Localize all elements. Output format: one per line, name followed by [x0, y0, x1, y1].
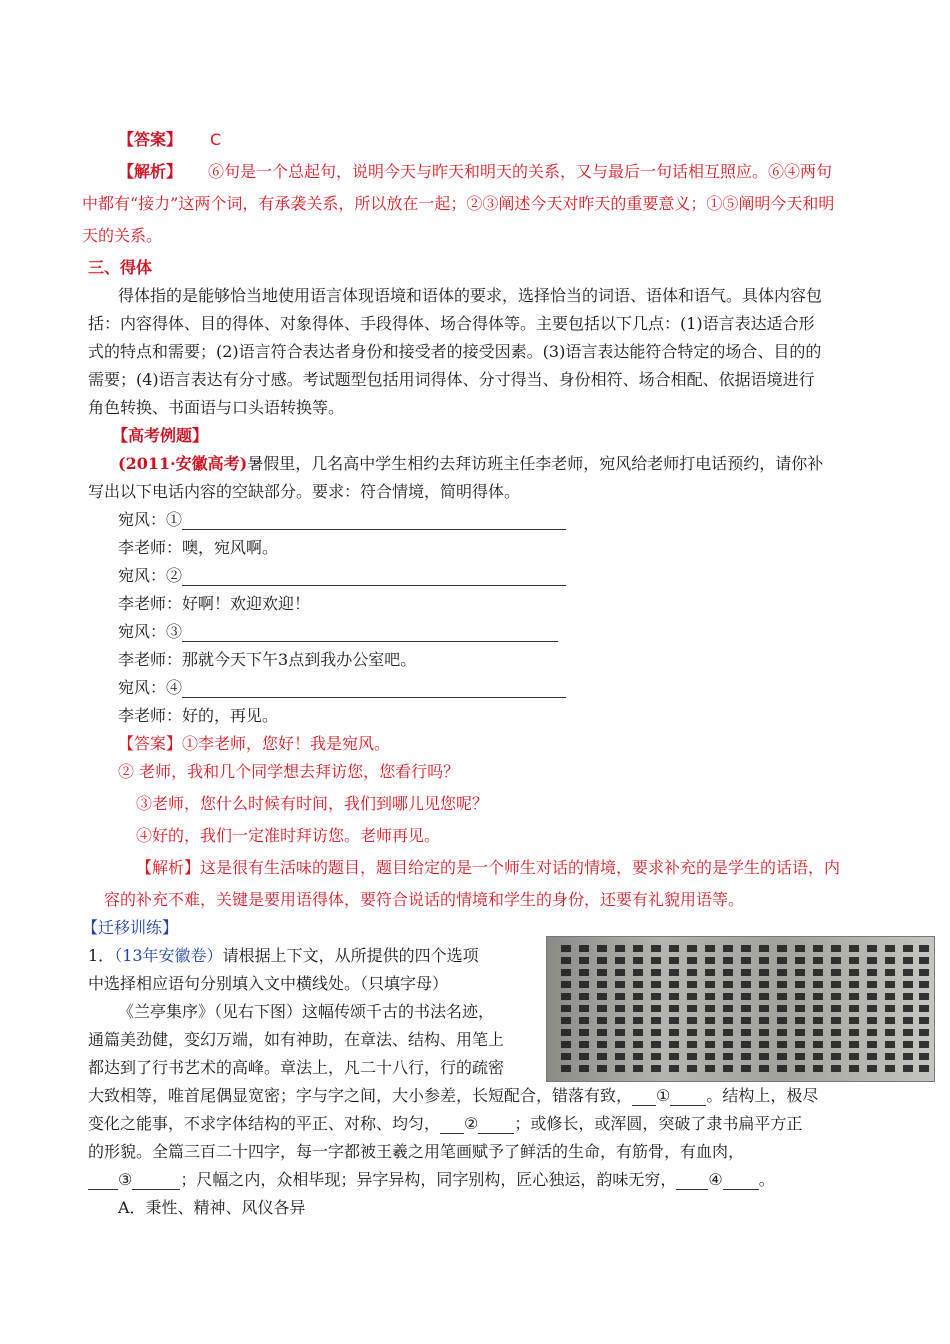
dialogue-line-8 — [118, 706, 278, 726]
text: 。结构上，极尽 — [706, 1086, 819, 1105]
dialogue-text: ② — [166, 566, 183, 585]
analysis-label: 【解析】 — [118, 162, 183, 181]
blank-underline — [182, 626, 558, 642]
practice-line-7 — [88, 1114, 802, 1134]
answer-2: ② 老师，我和几个同学想去拜访您，您看行吗？ — [118, 762, 460, 781]
text: 。 — [758, 1170, 775, 1189]
example-analysis-line-2: 容的补充不难，关键是要用语得体，要符合说话的情境和学生的身份，还要有礼貌用语等。 — [104, 890, 745, 909]
answer-4: ④好的，我们一定准时拜访您。老师再见。 — [136, 826, 441, 845]
dialogue-line-7 — [118, 678, 566, 698]
speaker: 宛风： — [118, 566, 167, 585]
blank-1-number: ① — [656, 1086, 671, 1105]
blank-underline — [182, 570, 566, 586]
question-source: （13年安徽卷） — [114, 946, 223, 965]
practice-line-8: 的形貌。全篇三百二十四字，每一字都被王羲之用笔画赋予了鲜活的生命，有筋骨，有血肉， — [88, 1142, 745, 1161]
analysis-line-2: 中都有“接力”这两个词，有承袭关系，所以放在一起；②③阐述今天对昨天的重要意义；①⑤阐明今天和明 — [82, 194, 835, 213]
body-line-4: 需要；(4)语言表达有分寸感。考试题型包括用词得体、分寸得当、身份相符、场合相配、依据语境进行 — [88, 370, 815, 389]
text: ；或修长，或浑圆，突破了隶书扁平方正 — [514, 1114, 803, 1133]
blank-3-number: ③ — [118, 1170, 133, 1189]
body-line-1: 得体指的是能够恰当地使用语言体现语境和语体的要求，选择恰当的词语、语体和语气。具体内容包 — [118, 286, 823, 305]
text: 大致相等，唯首尾偶显宽密；字与字之间，大小参差，长短配合，错落有致， — [88, 1086, 633, 1105]
practice-line-5: 都达到了行书艺术的高峰。章法上，凡二十八行，行的疏密 — [88, 1058, 505, 1077]
dialogue-line-3 — [118, 566, 566, 586]
dialogue-text: 那就今天下午3点到我办公室吧。 — [182, 650, 417, 669]
blank-underline — [676, 1174, 708, 1190]
speaker: 李老师： — [118, 594, 183, 613]
dialogue-line-1 — [118, 510, 566, 530]
body-line-2: 括：内容得体、目的得体、对象得体、手段得体、场合得体等。主要包括以下几点：(1)语言表达适合形 — [88, 314, 815, 333]
blank-underline — [182, 682, 566, 698]
speaker: 宛风： — [118, 622, 167, 641]
dialogue-text: ③ — [166, 622, 183, 641]
question-source: (2011·安徽高考) — [118, 454, 248, 473]
text: 变化之能事，不求字体结构的平正、对称、均匀， — [88, 1114, 441, 1133]
section-heading: 三、得体 — [88, 258, 153, 277]
blank-underline — [632, 1090, 656, 1106]
dialogue-line-5 — [118, 622, 558, 642]
dialogue-line-6 — [118, 650, 416, 670]
answer-label: 【答案】 — [118, 734, 183, 753]
dialogue-text: 噢，宛风啊。 — [182, 538, 279, 557]
question-line-2: 写出以下电话内容的空缺部分。要求：符合情境，简明得体。 — [88, 482, 521, 501]
blank-underline — [440, 1118, 464, 1134]
answer-1: ①李老师，您好！我是宛风。 — [182, 734, 391, 753]
question-text: 请根据上下文，从所提供的四个选项 — [222, 946, 479, 965]
example-analysis-line-1 — [136, 858, 840, 878]
speaker: 宛风： — [118, 510, 167, 529]
blank-underline — [723, 1174, 759, 1190]
practice-line-3: 《兰亭集序》（见右下图）这幅传颂千古的书法名迹， — [118, 1002, 495, 1021]
question-text-1: 暑假里，几名高中学生相约去拜访班主任李老师，宛风给老师打电话预约，请你补 — [247, 454, 824, 473]
question-line-1 — [118, 454, 823, 474]
speaker: 李老师： — [118, 706, 183, 725]
lanting-calligraphy-image — [546, 936, 935, 1082]
example-answer-line-1 — [118, 734, 390, 754]
practice-line-1 — [88, 946, 479, 966]
body-line-3: 式的特点和需要；(2)语言符合表达者身份和接受者的接受因素。(3)语言表达能符合特定的场合、目的的 — [88, 342, 822, 361]
practice-line-2: 中选择相应语句分别填入文中横线处。（只填字母） — [88, 974, 449, 993]
practice-line-6 — [88, 1086, 818, 1106]
blank-underline — [132, 1174, 180, 1190]
analysis-text-1: 这是很有生活味的题目，题目给定的是一个师生对话的情境，要求补充的是学生的话语，内 — [200, 858, 841, 877]
dialogue-text: 好的，再见。 — [182, 706, 279, 725]
dialogue-text: 好啊！欢迎欢迎！ — [182, 594, 311, 613]
blank-4-number: ④ — [708, 1170, 723, 1189]
blank-underline — [478, 1118, 514, 1134]
text: ；尺幅之内，众相毕现；异字异构，同字别构，匠心独运，韵味无穷， — [180, 1170, 677, 1189]
blank-underline — [182, 514, 566, 530]
speaker: 宛风： — [118, 678, 167, 697]
speaker: 李老师： — [118, 538, 183, 557]
option-a: A．秉性、精神、风仪各异 — [118, 1198, 306, 1217]
analysis-line-1: ⑥句是一个总起句，说明今天与昨天和明天的关系，又与最后一句话相互照应。⑥④两句 — [208, 162, 833, 181]
practice-line-4: 通篇美劲健，变幻万端，如有神助，在章法、结构、用笔上 — [88, 1030, 505, 1049]
answer-label: 【答案】 — [118, 130, 183, 149]
dialogue-line-4 — [118, 594, 310, 614]
practice-label: 【迁移训练】 — [82, 918, 179, 937]
body-line-5: 角色转换、书面语与口头语转换等。 — [88, 398, 345, 417]
blank-underline — [670, 1090, 706, 1106]
practice-line-9 — [88, 1170, 775, 1190]
blank-2-number: ② — [464, 1114, 479, 1133]
dialogue-text: ① — [166, 510, 183, 529]
example-label: 【高考例题】 — [112, 426, 209, 445]
analysis-line-3: 天的关系。 — [82, 226, 163, 245]
answer-value: C — [210, 130, 222, 149]
analysis-label: 【解析】 — [136, 858, 201, 877]
dialogue-text: ④ — [166, 678, 183, 697]
answer-3: ③老师，您什么时候有时间，我们到哪儿见您呢？ — [136, 794, 489, 813]
dialogue-line-2 — [118, 538, 278, 558]
blank-underline — [88, 1174, 118, 1190]
question-number: 1． — [88, 946, 115, 965]
speaker: 李老师： — [118, 650, 183, 669]
